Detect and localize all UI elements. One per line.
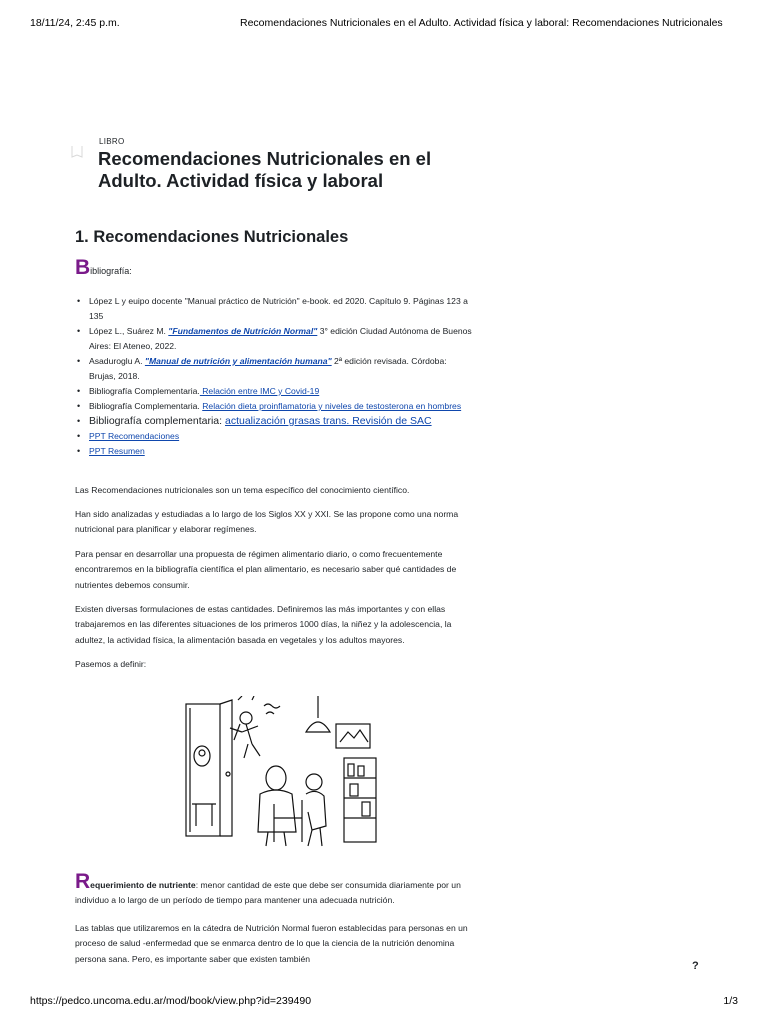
requerimiento-term: equerimiento de nutriente	[90, 880, 196, 890]
bibliography-label: ibliografía:	[90, 266, 132, 276]
paragraph: Para pensar en desarrollar una propuesta de régimen alimentario diario, o como frecuentemente encontraremos en la bibliografía científica el plan alimentario, es necesario saber qué cantidades de nutrientes debemos consumir.	[75, 549, 457, 590]
paragraph: Pasemos a definir:	[75, 659, 147, 669]
link-imc-covid[interactable]: Relación entre IMC y Covid-19	[199, 386, 320, 396]
link-manual-nutricion-alimentacion[interactable]: "Manual de nutrición y alimentación humana"	[144, 356, 332, 366]
print-page-count: 1/3	[723, 995, 738, 1007]
paragraph: Las tablas que utilizaremos en la cátedra de Nutrición Normal fueron establecidas para personas en un proceso de salud -enfermedad que se enmarca dentro de lo que la ciencia de la nutrición denomina persona sana. Pero, es importante saber que existen también	[75, 923, 468, 964]
help-icon[interactable]: ?	[692, 960, 699, 972]
print-url: https://pedco.uncoma.edu.ar/mod/book/view.php?id=239490	[30, 995, 312, 1007]
link-ppt-resumen[interactable]: PPT Resumen	[89, 446, 145, 456]
cartoon-illustration	[182, 696, 378, 848]
bibliography-heading	[75, 257, 132, 278]
link-grasas-trans[interactable]: actualización grasas trans. Revisión de SAC	[224, 415, 432, 427]
link-dieta-proinflamatoria[interactable]: Relación dieta proinflamatoria y niveles de testosterona en hombres	[202, 401, 462, 411]
requerimiento-definition	[75, 871, 475, 908]
requerimiento-text: : menor cantidad de este que debe ser consumida diariamente por un individuo a lo largo de un período de tiempo para mantener una adecuada nutrición.	[75, 880, 461, 905]
paragraph: Han sido analizadas y estudiadas a lo largo de los Siglos XX y XXI. Se las propone como una norma nutricional para planificar y elaborar regímenes.	[75, 509, 459, 535]
bibliography-dropcap: B	[75, 256, 91, 279]
list-item: • Asaduroglu A. "Manual de nutrición y alimentación humana" 2ª edición revisada. Córdoba: Brujas, 2018.	[75, 354, 475, 384]
book-kicker: LIBRO	[99, 137, 125, 146]
list-item	[75, 429, 475, 444]
requerimiento-dropcap: R	[75, 870, 91, 893]
print-footer	[30, 995, 738, 1009]
list-item	[75, 444, 475, 459]
list-item: • López L y euipo docente "Manual práctico de Nutrición" e-book. ed 2020. Capítulo 9. Páginas 123 a 135	[75, 294, 475, 324]
chapter-title: 1. Recomendaciones Nutricionales	[75, 228, 349, 246]
book-title: Recomendaciones Nutricionales en el Adulto. Actividad física y laboral	[98, 148, 432, 191]
link-ppt-recomendaciones[interactable]: PPT Recomendaciones	[89, 431, 180, 441]
book-icon	[70, 144, 84, 160]
print-header	[30, 17, 738, 31]
list-item: • Bibliografía Complementaria. Relación entre IMC y Covid-19	[75, 384, 475, 399]
print-datetime: 18/11/24, 2:45 p.m.	[30, 17, 120, 29]
print-doc-title: Recomendaciones Nutricionales en el Adulto. Actividad física y laboral: Recomendaciones Nutricionales	[240, 17, 723, 29]
list-item: • Bibliografía Complementaria. Relación dieta proinflamatoria y niveles de testosterona en hombres	[75, 399, 475, 414]
paragraph: Las Recomendaciones nutricionales son un tema específico del conocimiento científico.	[75, 485, 410, 495]
list-item: • López L., Suárez M. "Fundamentos de Nutrición Normal" 3° edición Ciudad Autónoma de Buenos Aires: El Ateneo, 2022.	[75, 324, 475, 354]
paragraph: Existen diversas formulaciones de estas cantidades. Definiremos las más importantes y con ellas trabajaremos en las diferentes situaciones de los primeros 1000 días, la niñez y la adolescencia, la adultez, la actividad física, la alimentación basada en vegetales y los adultos mayores.	[75, 604, 452, 645]
list-item: • Bibliografía complementaria: actualización grasas trans. Revisión de SAC	[75, 414, 475, 429]
link-fundamentos-nutricion-normal[interactable]: "Fundamentos de Nutrición Normal"	[168, 326, 318, 336]
bibliography-list	[75, 294, 475, 459]
